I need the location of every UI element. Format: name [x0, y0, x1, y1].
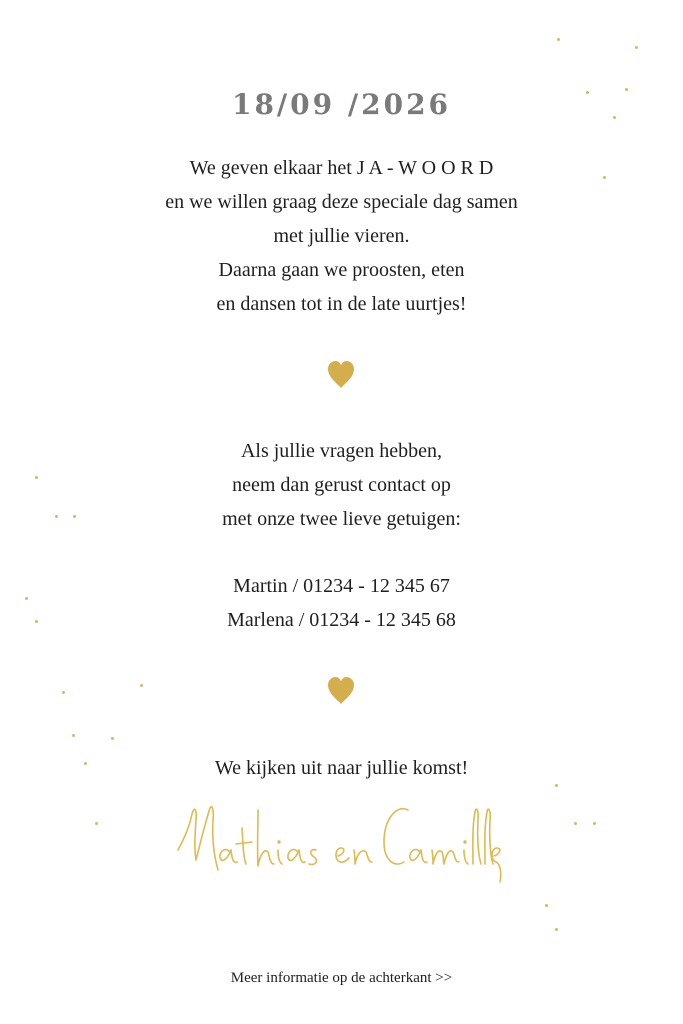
more-info-footer: Meer informatie op de achterkant >> [230, 970, 453, 986]
contact-martin: Martin / 01234 - 12 345 67 [233, 575, 450, 597]
confetti-dot [593, 822, 596, 825]
intro-line-3: met jullie vieren. [273, 225, 410, 247]
intro-line-1-prefix: We geven elkaar het [189, 157, 357, 179]
intro-line-4: Daarna gaan we proosten, eten [218, 259, 465, 281]
confetti-dot [95, 822, 98, 825]
closing-text [0, 751, 683, 785]
closing-line: We kijken uit naar jullie komst! [214, 757, 469, 779]
confetti-dot [557, 38, 560, 41]
confetti-dot [111, 737, 114, 740]
questions-line-2: neem dan gerust contact op [232, 474, 451, 496]
heart-icon [325, 358, 357, 390]
confetti-dot [545, 904, 548, 907]
intro-text [0, 151, 683, 321]
signature-mathias-en-camille [170, 798, 515, 888]
questions-text [0, 434, 683, 536]
wedding-date: 18/09 /2026 [231, 88, 452, 121]
contact-marlena: Marlena / 01234 - 12 345 68 [227, 609, 456, 631]
confetti-dot [574, 822, 577, 825]
questions-line-3: met onze twee lieve getuigen: [222, 508, 461, 530]
ja-woord-emphasis: J A - W O O R D [356, 157, 494, 179]
intro-line-1 [0, 151, 683, 185]
confetti-dot [140, 684, 143, 687]
confetti-dot [635, 46, 638, 49]
contact-list [0, 569, 683, 637]
confetti-dot [555, 928, 558, 931]
confetti-dot [72, 734, 75, 737]
intro-line-2: en we willen graag deze speciale dag samen [165, 191, 518, 213]
intro-line-5: en dansen tot in de late uurtjes! [216, 293, 467, 315]
questions-line-1: Als jullie vragen hebben, [240, 440, 443, 462]
heart-icon [325, 674, 357, 706]
confetti-dot [62, 691, 65, 694]
